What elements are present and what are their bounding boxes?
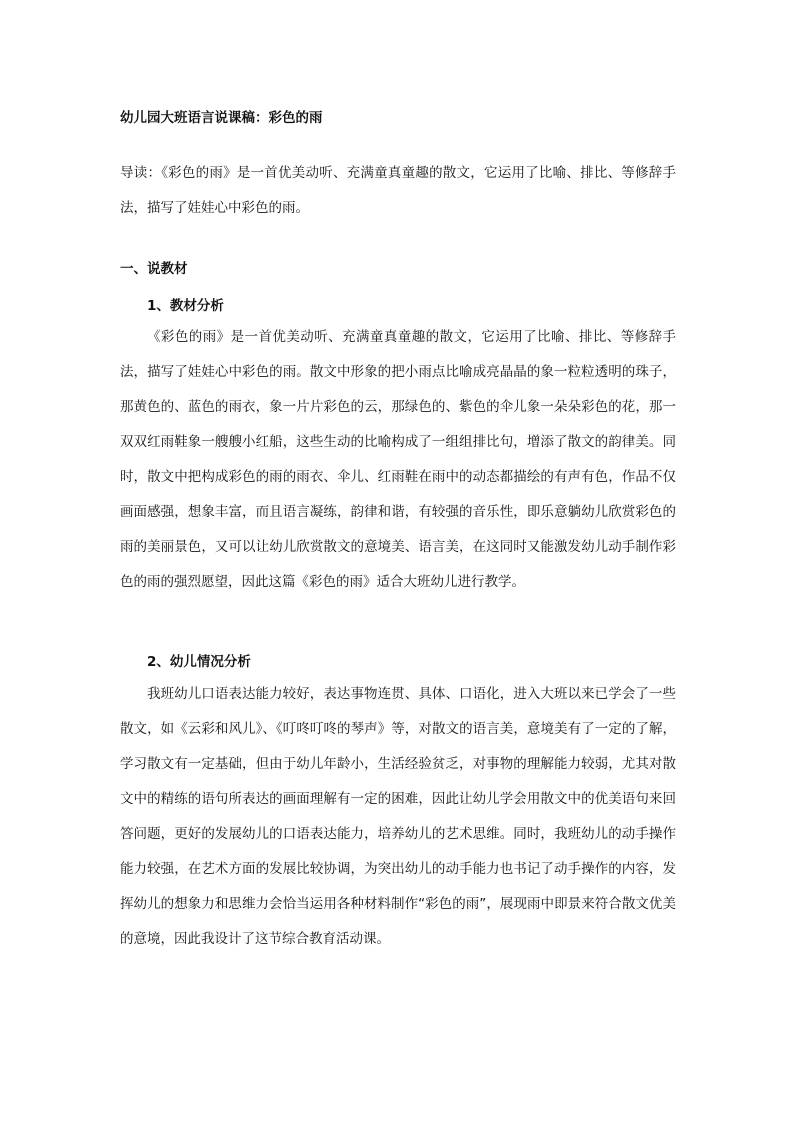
intro-paragraph: 导读：《彩色的雨》是一首优美动听、充满童真童趣的散文，它运用了比喻、排比、等修辞手法，描写了娃娃心中彩色的雨。 xyxy=(120,165,676,216)
subheading-textbook-analysis: 1、教材分析 xyxy=(147,298,224,314)
children-analysis-paragraph: 我班幼儿口语表达能力较好，表达事物连贯、具体、口语化，进入大班以来已学会了一些散文，如《云彩和风儿》、《叮咚叮咚的琴声》等，对散文的语言美，意境美有了一定的了解，学习散文有一定基础，但由于幼儿年龄小，生活经验贫乏，对事物的理解能力较弱，尤其对散文中的精练的语句所表达的画面理解有一定的困难，因此让幼儿学会用散文中的优美语句来回答问题，更好的发展幼儿的口语表达能力，培养幼儿的艺术思维。同时，我班幼儿的动手操作能力较强，在艺术方面的发展比较协调，为突出幼儿的动手能力也书记了动手操作的内容，发挥幼儿的想象力和思维力会恰当运用各种材料制作“彩色的雨”，展现雨中即景来符合散文优美的意境，因此我设计了这节综合教育活动课。 xyxy=(120,686,676,947)
textbook-analysis-paragraph: 《彩色的雨》是一首优美动听、充满童真童趣的散文，它运用了比喻、排比、等修辞手法，描写了娃娃心中彩色的雨。散文中形象的把小雨点比喻成亮晶晶的象一粒粒透明的珠子，那黄色的、蓝色的雨衣，象一片片彩色的云，那绿色的、紫色的伞儿象一朵朵彩色的花，那一双双红雨鞋象一艘艘小红船，这些生动的比喻构成了一组组排比句，增添了散文的韵律美。同时，散文中把构成彩色的雨的雨衣、伞儿、红雨鞋在雨中的动态都描绘的有声有色，作品不仅画面感强，想象丰富，而且语言凝练，韵律和谐，有较强的音乐性，即乐意躺幼儿欣赏彩色的雨的美丽景色，又可以让幼儿欣赏散文的意境美、语言美，在这同时又能激发幼儿动手制作彩色的雨的强烈愿望，因此这篇《彩色的雨》适合大班幼儿进行教学。 xyxy=(120,329,676,590)
subheading-children-analysis: 2、幼儿情况分析 xyxy=(147,654,251,670)
section-heading-textbook: 一、说教材 xyxy=(120,261,188,277)
document-title: 幼儿园大班语言说课稿：彩色的雨 xyxy=(120,110,323,126)
